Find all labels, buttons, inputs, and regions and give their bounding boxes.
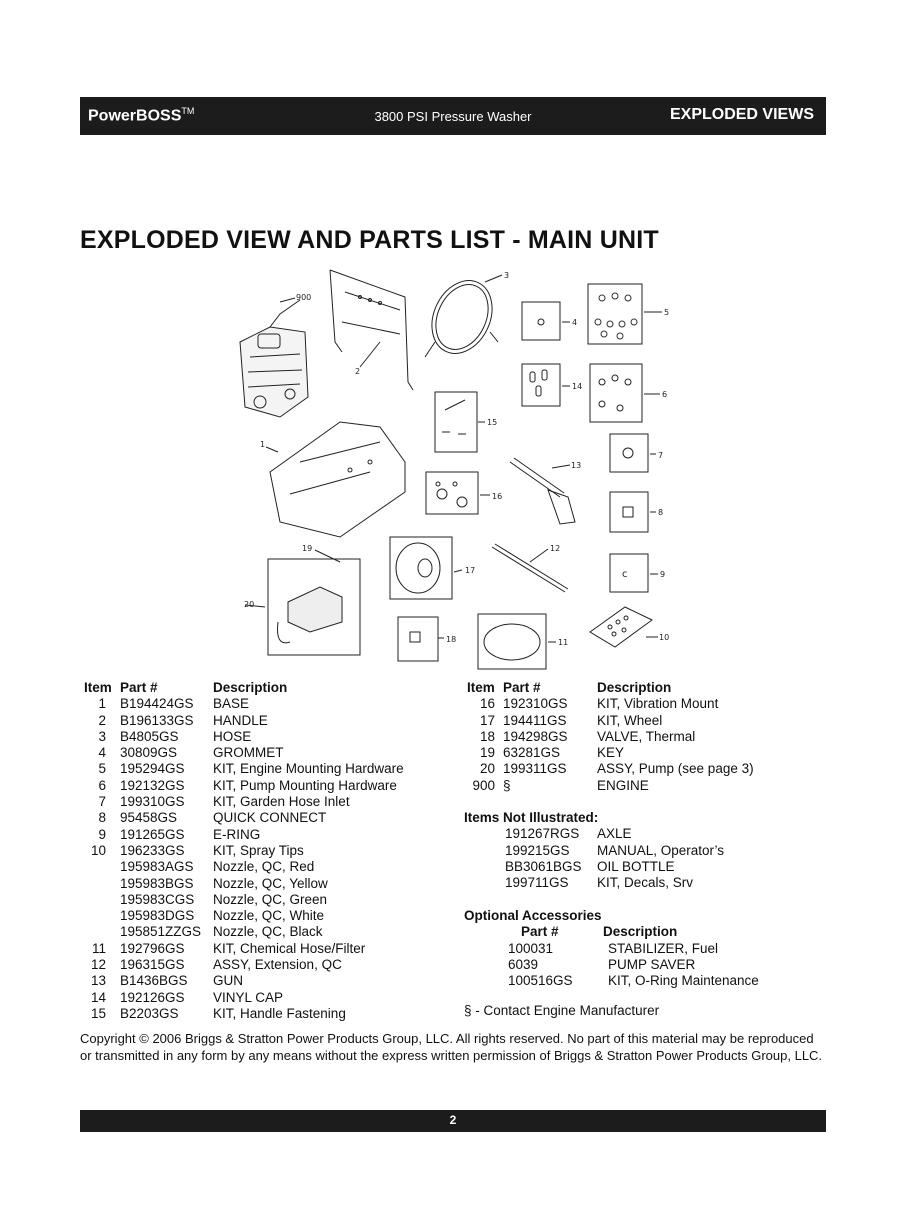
cell-item: 14 — [90, 989, 106, 1005]
cell-part: B196133GS — [120, 712, 194, 728]
cell-part: 195983AGS — [120, 859, 194, 875]
cell-description: Nozzle, QC, Red — [213, 859, 315, 875]
cell-description: KIT, Pump Mounting Hardware — [213, 777, 397, 793]
svg-text:c: c — [622, 569, 628, 580]
cell-part: 199215GS — [505, 842, 570, 858]
cell-item: 16 — [479, 696, 495, 712]
cell-description: KIT, Vibration Mount — [597, 696, 719, 712]
cell-part: 6039 — [508, 956, 539, 972]
table-row — [84, 827, 444, 843]
svg-text:11: 11 — [558, 638, 569, 647]
engine-illustration — [240, 300, 308, 417]
cell-description: KEY — [597, 745, 625, 761]
footnote: § - Contact Engine Manufacturer — [464, 1003, 660, 1018]
cell-part: 199310GS — [120, 794, 185, 810]
table-row — [84, 778, 444, 794]
cell-part: 192796GS — [120, 940, 185, 956]
parts-list-right — [467, 680, 827, 794]
table-row — [464, 941, 824, 957]
table-row — [84, 924, 444, 940]
header-bar — [80, 97, 826, 135]
cell-item: 18 — [479, 728, 495, 744]
cell-description: ASSY, Pump (see page 3) — [597, 761, 754, 777]
cell-item: 13 — [90, 973, 106, 989]
table-row — [84, 957, 444, 973]
cell-item: 6 — [98, 777, 106, 793]
cell-description: VINYL CAP — [213, 989, 284, 1005]
cell-part: 192310GS — [503, 696, 568, 712]
table-row — [467, 713, 827, 729]
cell-item: 1 — [98, 696, 106, 712]
table-row — [467, 745, 827, 761]
cell-description: HOSE — [213, 728, 252, 744]
cell-part: 195983BGS — [120, 875, 194, 891]
svg-text:19: 19 — [302, 544, 313, 553]
cell-item: 12 — [90, 957, 106, 973]
cell-part: 195983DGS — [120, 908, 195, 924]
cell-description: ENGINE — [597, 777, 649, 793]
table-row — [84, 990, 444, 1006]
table-row — [84, 908, 444, 924]
svg-text:16: 16 — [492, 492, 503, 501]
cell-part: 194411GS — [503, 712, 567, 728]
table-row — [467, 778, 827, 794]
parts-list-header: Item Part # Description — [84, 680, 288, 695]
section-heading: Items Not Illustrated: — [464, 810, 599, 825]
cell-description: Nozzle, QC, Black — [213, 924, 323, 940]
cell-description: PUMP SAVER — [608, 956, 696, 972]
table-row — [84, 761, 444, 777]
table-row — [467, 696, 827, 712]
cell-description: E-RING — [213, 826, 261, 842]
cell-part: 95458GS — [120, 810, 178, 826]
svg-text:15: 15 — [487, 418, 498, 427]
cell-part: 100516GS — [508, 973, 573, 989]
optional-header: Part # Description — [521, 924, 678, 940]
svg-text:9: 9 — [660, 570, 666, 579]
cell-description: STABILIZER, Fuel — [608, 940, 719, 956]
cell-part: 199711GS — [505, 875, 569, 891]
cell-part: § — [503, 777, 511, 793]
cell-description: MANUAL, Operator’s — [597, 842, 725, 858]
cell-item: 3 — [98, 728, 106, 744]
cell-part: 196315GS — [120, 957, 185, 973]
cell-item: 10 — [90, 842, 106, 858]
cell-description: GROMMET — [213, 745, 284, 761]
cell-item: 11 — [91, 940, 106, 956]
base-illustration — [270, 422, 405, 537]
optional-accessories — [464, 908, 824, 989]
gun-illustration — [510, 458, 575, 524]
table-row — [84, 810, 444, 826]
cell-item: 4 — [98, 745, 106, 761]
table-row — [84, 696, 444, 712]
svg-text:1: 1 — [260, 440, 266, 449]
cell-part: B1436BGS — [120, 973, 188, 989]
cell-description: VALVE, Thermal — [597, 728, 696, 744]
cell-description: KIT, Decals, Srv — [597, 875, 694, 891]
svg-text:4: 4 — [572, 318, 578, 327]
cell-item: 8 — [98, 810, 106, 826]
parts-list-left — [84, 680, 444, 1022]
svg-text:18: 18 — [446, 635, 457, 644]
cell-part: 191267RGS — [505, 826, 580, 842]
cell-description: KIT, Spray Tips — [213, 842, 304, 858]
cell-description: OIL BOTTLE — [597, 858, 675, 874]
spray-tips-illustration — [590, 607, 652, 647]
svg-text:5: 5 — [664, 308, 670, 317]
cell-description: HANDLE — [213, 712, 268, 728]
table-row — [84, 843, 444, 859]
footer-bar — [80, 1110, 826, 1132]
cell-description: GUN — [213, 973, 243, 989]
svg-text:7: 7 — [658, 451, 664, 460]
cell-description: BASE — [213, 696, 250, 712]
svg-text:13: 13 — [571, 461, 582, 470]
page-number: 2 — [449, 1113, 457, 1127]
cell-description: QUICK CONNECT — [213, 810, 327, 826]
cell-item: 19 — [479, 745, 495, 761]
cell-description: AXLE — [597, 826, 632, 842]
svg-text:17: 17 — [465, 566, 476, 575]
page-title: EXPLODED VIEW AND PARTS LIST - MAIN UNIT — [80, 226, 659, 254]
cell-part: B4805GS — [120, 728, 179, 744]
cell-part: 195851ZZGS — [120, 924, 202, 940]
table-row — [464, 973, 824, 989]
table-row — [84, 729, 444, 745]
table-row — [84, 794, 444, 810]
table-row — [464, 957, 824, 973]
svg-text:8: 8 — [658, 508, 664, 517]
table-row — [467, 729, 827, 745]
handle-illustration — [330, 270, 413, 390]
svg-text:2: 2 — [355, 367, 361, 376]
diagram-label: 900 — [296, 293, 312, 302]
hose-illustration — [421, 271, 504, 364]
items-not-illustrated — [464, 810, 824, 891]
table-row — [464, 859, 824, 875]
cell-part: 191265GS — [120, 826, 185, 842]
product-name: 3800 PSI Pressure Washer — [374, 109, 532, 124]
cell-part: 100031 — [508, 940, 554, 956]
table-row — [84, 941, 444, 957]
table-row — [84, 859, 444, 875]
cell-item: 20 — [479, 761, 495, 777]
cell-description: KIT, Garden Hose Inlet — [213, 794, 350, 810]
section-title: EXPLODED VIEWS — [669, 106, 814, 123]
section-heading: Optional Accessories — [464, 908, 602, 923]
cell-part: 195294GS — [120, 761, 185, 777]
cell-part: 195983CGS — [120, 891, 195, 907]
table-row — [467, 761, 827, 777]
parts-list-header: Item Part # Description — [467, 680, 672, 695]
cell-description: ASSY, Extension, QC — [213, 957, 342, 973]
table-row — [84, 1006, 444, 1022]
table-row — [464, 826, 824, 842]
svg-text:12: 12 — [550, 544, 561, 553]
cell-item: 15 — [90, 1005, 106, 1021]
cell-description: Nozzle, QC, Yellow — [213, 875, 328, 891]
cell-description: KIT, Chemical Hose/Filter — [213, 940, 366, 956]
cell-description: Nozzle, QC, White — [213, 908, 325, 924]
cell-part: B194424GS — [120, 696, 194, 712]
svg-text:20: 20 — [244, 600, 255, 609]
table-row — [84, 973, 444, 989]
cell-description: KIT, O-Ring Maintenance — [608, 973, 759, 989]
cell-part: 30809GS — [120, 745, 178, 761]
cell-description: KIT, Wheel — [597, 712, 663, 728]
cell-part: 196233GS — [120, 842, 185, 858]
cell-item: 900 — [472, 777, 495, 793]
svg-text:10: 10 — [659, 633, 670, 642]
cell-item: 7 — [98, 794, 106, 810]
cell-description: Nozzle, QC, Green — [213, 891, 328, 907]
cell-part: 192132GS — [120, 777, 185, 793]
cell-item: 2 — [98, 712, 106, 728]
exploded-view-diagram — [230, 262, 680, 672]
brand-name: PowerBOSS™ — [88, 106, 195, 125]
cell-description: KIT, Handle Fastening — [213, 1005, 346, 1021]
table-row — [84, 876, 444, 892]
svg-text:3: 3 — [504, 271, 510, 280]
table-row — [84, 745, 444, 761]
svg-text:6: 6 — [662, 390, 668, 399]
cell-item: 9 — [98, 826, 106, 842]
table-row — [84, 892, 444, 908]
cell-part: BB3061BGS — [505, 858, 582, 874]
table-row — [84, 713, 444, 729]
cell-part: 199311GS — [503, 761, 567, 777]
svg-text:14: 14 — [572, 382, 583, 391]
copyright-notice: Copyright © 2006 Briggs & Stratton Power Products Group, LLC. All rights reserved. No part of this material may be reproduced or transmitted in any form by any means without the express written permission of Briggs & Stratton Power Products Group, LLC. — [80, 1031, 823, 1063]
cell-part: B2203GS — [120, 1005, 179, 1021]
cell-item: 5 — [98, 761, 106, 777]
cell-description: KIT, Engine Mounting Hardware — [213, 761, 404, 777]
table-row — [464, 875, 824, 891]
cell-part: 63281GS — [503, 745, 561, 761]
table-row — [464, 843, 824, 859]
cell-item: 17 — [479, 712, 495, 728]
cell-part: 192126GS — [120, 989, 185, 1005]
cell-part: 194298GS — [503, 728, 568, 744]
